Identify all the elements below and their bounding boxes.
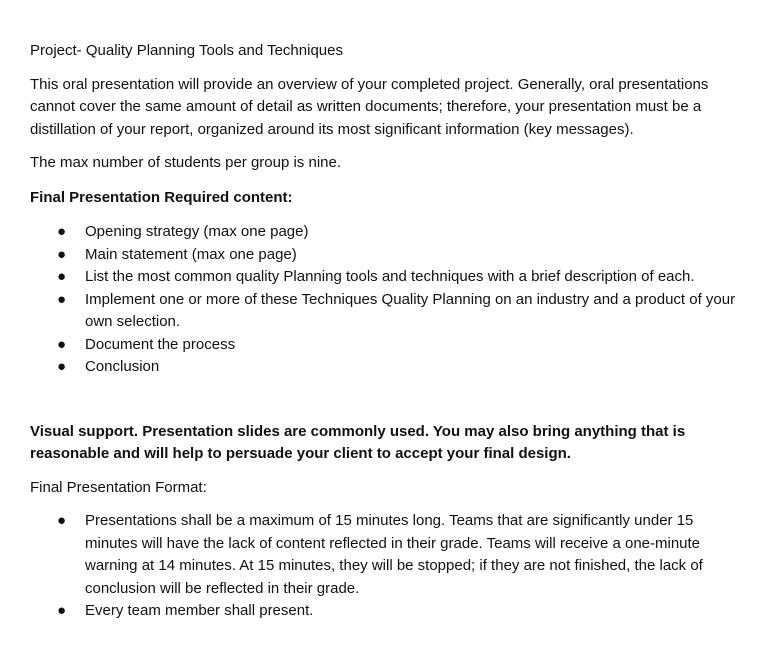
document-title: Project- Quality Planning Tools and Techniques bbox=[30, 42, 343, 59]
max-students-paragraph: The max number of students per group is nine. bbox=[30, 154, 342, 171]
list-item-text: Implement one or more of these Techniques Quality Planning on an industry and a product of your own selection. bbox=[85, 290, 736, 330]
list-item-text: Document the process bbox=[85, 335, 236, 353]
required-content-heading: Final Presentation Required content: bbox=[30, 188, 293, 206]
bullet-icon: ● bbox=[57, 268, 67, 285]
list-item bbox=[30, 244, 742, 267]
bullet-icon: ● bbox=[57, 358, 67, 375]
visual-support-paragraph: Visual support. Presentation slides are commonly used. You may also bring anything that is reasonable and will help to persuade your client to accept your final design. bbox=[30, 422, 686, 462]
bullet-icon: ● bbox=[57, 223, 67, 240]
list-item-text: Presentations shall be a maximum of 15 minutes long. Teams that are significantly under 15 minutes will have the lack of content reflected in their grade. Teams will receive a one-minute warning at 14 minutes. At 15 minutes, they will be stopped; if they are not finished, the lack of conclusion will be reflected in their grade. bbox=[85, 512, 703, 597]
format-list bbox=[30, 510, 742, 623]
list-item-text: List the most common quality Planning tools and techniques with a brief description of each. bbox=[85, 268, 695, 285]
list-item-text: Conclusion bbox=[85, 358, 160, 375]
bullet-icon: ● bbox=[57, 602, 67, 619]
list-item bbox=[30, 510, 742, 600]
format-heading: Final Presentation Format: bbox=[30, 478, 207, 496]
list-item-text: Opening strategy (max one page) bbox=[85, 223, 309, 240]
list-item bbox=[30, 221, 742, 244]
bullet-icon: ● bbox=[57, 512, 67, 529]
document-page bbox=[30, 40, 742, 623]
list-item-text: Every team member shall present. bbox=[85, 602, 314, 619]
list-item bbox=[30, 600, 742, 623]
list-item bbox=[30, 289, 742, 334]
intro-paragraph: This oral presentation will provide an overview of your completed project. Generally, oral presentations cannot cover the same amount of detail as written documents; therefore, your presentation must be a distillation of your report, organized around its most significant information (key messages). bbox=[30, 75, 709, 138]
list-item-text: Main statement (max one page) bbox=[85, 245, 297, 263]
required-content-list bbox=[30, 221, 742, 379]
list-item bbox=[30, 356, 742, 379]
bullet-icon: ● bbox=[57, 290, 67, 308]
list-item bbox=[30, 266, 742, 289]
list-item bbox=[30, 334, 742, 357]
bullet-icon: ● bbox=[57, 335, 67, 353]
bullet-icon: ● bbox=[57, 245, 67, 263]
